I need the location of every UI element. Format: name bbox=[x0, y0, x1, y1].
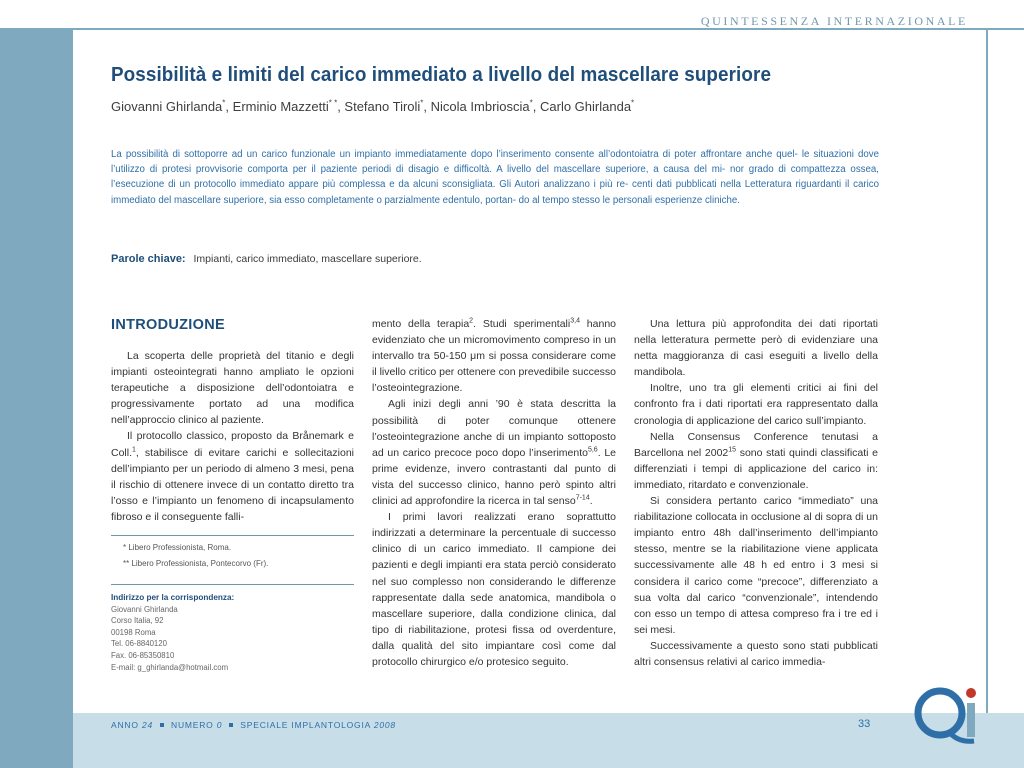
footer-year: 2008 bbox=[373, 720, 396, 730]
article-title: Possibilità e limiti del carico immediato a livello del mascellare superiore bbox=[111, 63, 772, 86]
section-heading: INTRODUZIONE bbox=[111, 317, 225, 333]
correspondence bbox=[111, 592, 354, 673]
footer-anno-value: 24 bbox=[141, 720, 153, 730]
author-name: Giovanni Ghirlanda bbox=[111, 99, 223, 114]
paragraph bbox=[634, 429, 878, 493]
footnote-rule bbox=[111, 584, 354, 585]
citation: 15 bbox=[728, 446, 737, 454]
body-column-3 bbox=[634, 316, 878, 670]
text-run: , stabilisce di evitare carichi e sollecitazioni dell’impianto per un periodo di almeno 3 mesi, pena il rischio di ottenere invece di un contatto diretto tra l’osso e l’impianto un fenomeno di incapsulamento fibroso e il conseguente falli- bbox=[111, 446, 354, 523]
paragraph: Si considera pertanto carico “immediato” una riabilitazione collocata in occlusione al di sopra di un impianto entro 48h dall’inserimento dell’impianto stesso, mentre se la riabilitazione viene applicata successivamente alle 48 h ed entro i 3 mesi si considera il carico come “precoce”, differenziato a sua volta dal carico “convenzionale”, intendendo con esso un tempo di attesa compreso fra i tre ed i sei mesi. bbox=[634, 495, 878, 636]
author-list: Giovanni Ghirlanda*, Erminio Mazzetti* *, Stefano Tiroli*, Nicola Imbrioscia*, Carlo Ghirlanda* bbox=[111, 98, 635, 114]
citation: 5,6 bbox=[587, 446, 598, 454]
paragraph: Successivamente a questo sono stati pubblicati altri consensus relativi al carico immedia- bbox=[634, 639, 878, 668]
journal-name: QUINTESSENZA INTERNAZIONALE bbox=[700, 14, 968, 28]
text-run: Il protocollo classico, proposto da Brånemark e Coll. bbox=[111, 430, 354, 459]
paragraph: Una lettura più approfondita dei dati riportati nella letteratura permette però di evidenziare una netta maggioranza di casi eseguiti a livello della mandibola. bbox=[634, 318, 878, 379]
keywords-label: Parole chiave: bbox=[111, 253, 186, 265]
text-run: Nella Consensus Conference tenutasi a Barcellona nel 2002 bbox=[634, 430, 878, 459]
footnote: * Libero Professionista, Roma. bbox=[123, 543, 232, 552]
paragraph bbox=[372, 316, 616, 396]
text-run: . Studi sperimentali bbox=[473, 318, 571, 330]
footer-issue-info bbox=[111, 720, 396, 730]
paragraph: I primi lavori realizzati erano soprattutto indirizzati a determinare la percentuale di successo clinico di un carico immediato. Il campione dei pazienti e degli impianti era stata perciò considerato nel suo complesso non considerando le differenze rappresentate dalla sede anatomica, mandibola o mascellare superiore, dalla condizione clinica, dal tipo di riabilitazione, protesi fissa od overdenture, dalla qualità del sito impiantare così come dal protocollo chirurgico e/o protesico seguito. bbox=[372, 511, 616, 668]
body-column-2 bbox=[372, 316, 616, 670]
citation: 1 bbox=[132, 446, 136, 454]
separator-dot bbox=[229, 723, 233, 727]
citation: 3,4 bbox=[570, 317, 580, 325]
text-run: Agli inizi degli anni ’90 è stata descritta la possibilità di poter comunque ottenere l’osteointegrazione anche di un impianto sottoposto ad un carico precoce poco dopo l’inserimento bbox=[372, 398, 616, 459]
footnotes bbox=[111, 540, 354, 572]
correspondence-title: Indirizzo per la corrispondenza: bbox=[111, 593, 235, 602]
paragraph: La scoperta delle proprietà del titanio e degli impianti osteointegrati hanno ampliato le opzioni terapeutiche a disposizione dell’odontoiatra e progressivamente portato ad una modifica nell’approccio clinico al paziente. bbox=[111, 350, 354, 427]
keywords-text: Impianti, carico immediato, mascellare superiore. bbox=[193, 253, 422, 265]
paragraph: Inoltre, uno tra gli elementi critici ai fini del confronto fra i dati riportati era rappresentato dalla cronologia di applicazione del carico sull’impianto. bbox=[634, 382, 878, 427]
abstract-line: do al tempo stesso le personali esperienze cliniche. bbox=[518, 194, 740, 206]
footer-speciale: SPECIALE IMPLANTOLOGIA bbox=[240, 720, 371, 730]
author-name: Carlo Ghirlanda bbox=[540, 99, 632, 114]
qi-logo-icon bbox=[912, 679, 992, 749]
author-mark: * bbox=[222, 98, 226, 108]
right-rule bbox=[986, 30, 988, 713]
abstract-line: le situazioni dove l’utilizzo di protesi provvisorie comporta per il paziente periodi di disagio e difficoltà. A livello del mascellare superiore, a causa del mi- bbox=[111, 149, 879, 176]
abstract-line: nor grado di compattezza ossea, l’esecuzione di un protocollo immediato appare più complessa e da alcuni sconsigliata. Gli Autori analizzano i più re- bbox=[111, 164, 879, 191]
citation: 7-14 bbox=[575, 494, 590, 502]
text-run: mento della terapia bbox=[372, 318, 470, 330]
keywords bbox=[111, 253, 422, 265]
footnote: ** Libero Professionista, Pontecorvo (Fr). bbox=[123, 559, 269, 568]
footnote-rule bbox=[111, 535, 354, 536]
author-mark: * bbox=[529, 98, 533, 108]
footer-anno-label: ANNO bbox=[111, 720, 139, 730]
text-run: sono stati quindi classificati e differenziati i tempi di applicazione del carico in: immediato, ritardato e convenzionale. bbox=[634, 446, 878, 491]
footer-numero-label: NUMERO bbox=[171, 720, 214, 730]
citation: 2 bbox=[469, 317, 474, 325]
abstract-line: La possibilità di sottoporre ad un carico funzionale un impianto immediatamente dopo l’inserimento consente all’odontoiatra di poter affrontare anche quel- bbox=[111, 149, 798, 160]
text-run: . bbox=[589, 495, 593, 508]
correspondence-line: Corso Italia, 92 bbox=[111, 616, 164, 626]
correspondence-line: 00198 Roma bbox=[111, 627, 156, 637]
text-run: . Le prime evidenze, invero contrastanti dal punto di vista del successo clinico, hanno però spinto altri clinici ad approfondire la ricerca in tal senso bbox=[372, 446, 616, 508]
author-name: Nicola Imbrioscia bbox=[430, 99, 530, 114]
author-mark: * bbox=[420, 98, 424, 108]
separator-dot bbox=[160, 723, 164, 727]
author-name: Stefano Tiroli bbox=[344, 99, 421, 114]
footer-numero-value: 0 bbox=[216, 720, 223, 730]
abstract bbox=[111, 147, 879, 208]
body-column-1 bbox=[111, 348, 354, 525]
correspondence-email[interactable]: E-mail: g_ghirlanda@hotmail.com bbox=[111, 662, 229, 672]
correspondence-line: Fax. 06-85350810 bbox=[111, 650, 175, 660]
page-number: 33 bbox=[858, 718, 871, 730]
author-mark: * * bbox=[328, 98, 338, 108]
author-mark: * bbox=[631, 98, 635, 108]
correspondence-line: Giovanni Ghirlanda bbox=[111, 604, 178, 614]
abstract-line: centi dati pubblicati nella Letteratura riguardanti il carico immediato del mascellare superiore, sia esso completamente o parzialmente edentulo, portan- bbox=[111, 179, 879, 206]
left-color-band bbox=[0, 30, 73, 768]
paragraph bbox=[111, 428, 354, 525]
author-name: Erminio Mazzetti bbox=[232, 99, 329, 114]
correspondence-line: Tel. 06-8840120 bbox=[111, 639, 167, 649]
paragraph bbox=[372, 396, 616, 509]
text-run: hanno evidenziato che un micromovimento compreso in un intervallo tra 50-150 μm si possa considerare come il livello critico per ottenere con prevedibile successo l’osteointegrazione. bbox=[372, 318, 617, 395]
